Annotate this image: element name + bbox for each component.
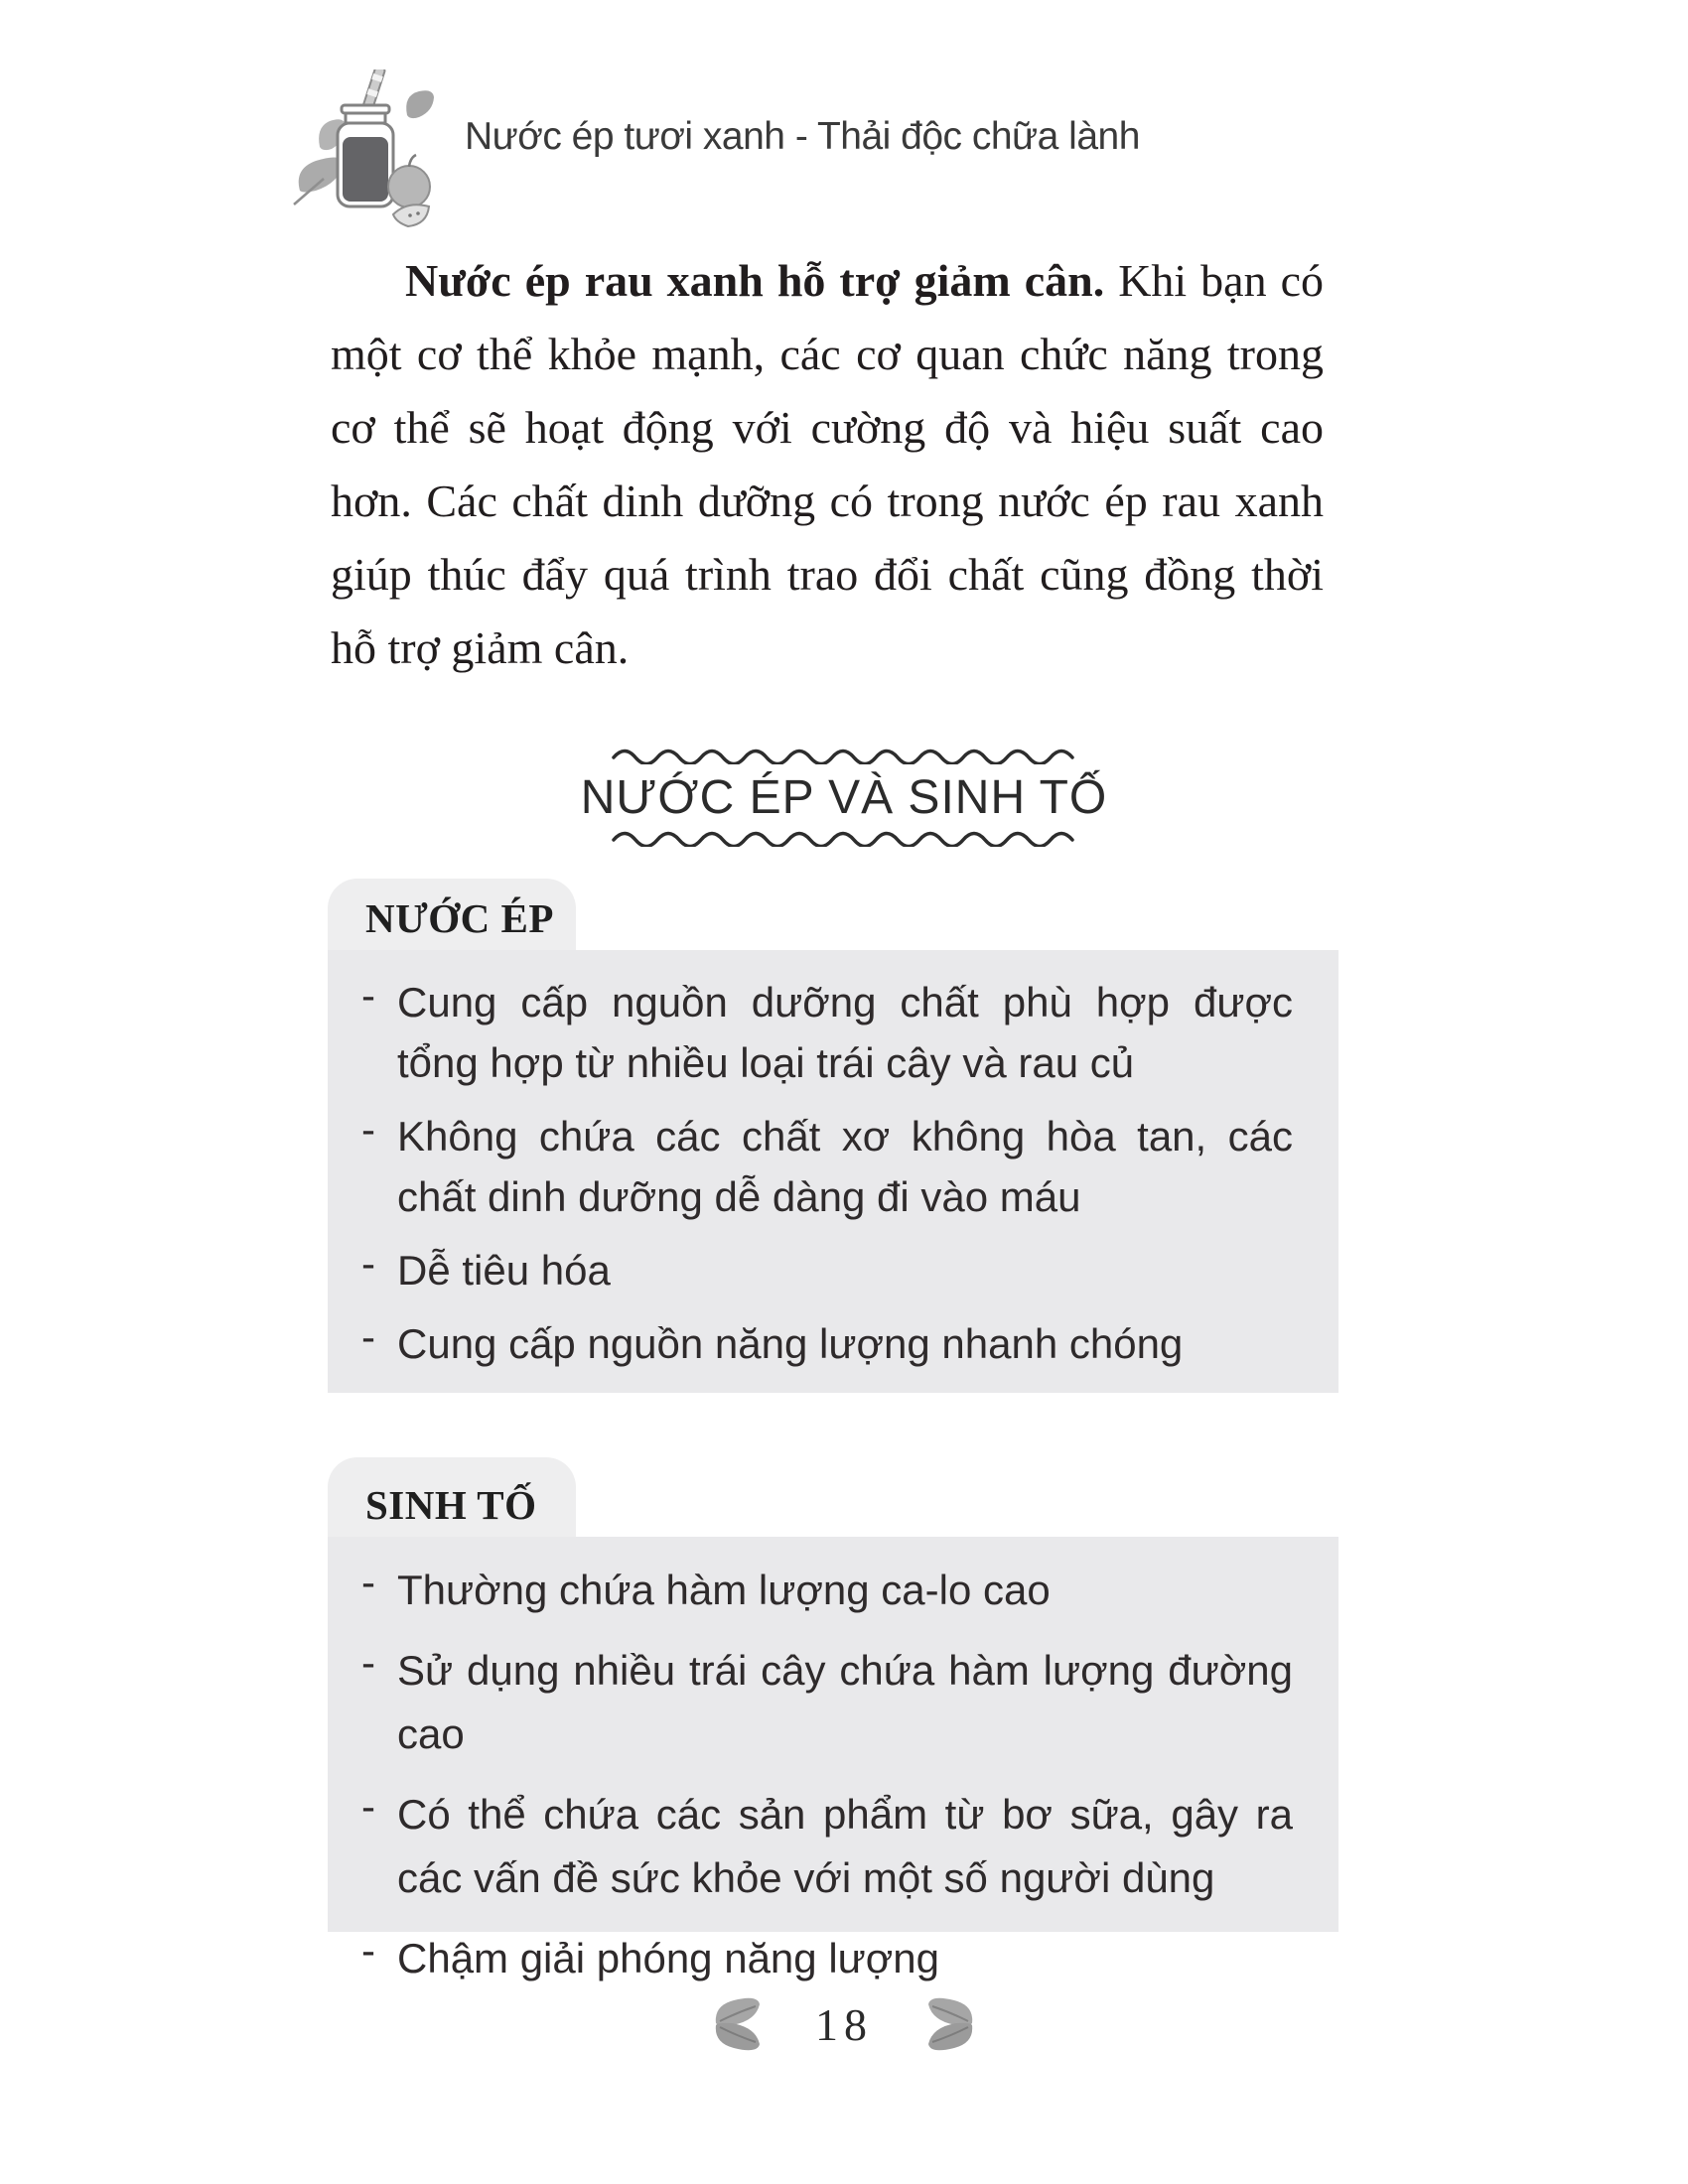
dash-marker: - [361,1927,375,1974]
dash-marker: - [361,1639,375,1686]
dash-marker: - [361,972,375,1019]
list-item [361,1106,1293,1227]
list-item [361,972,1293,1093]
leaf-pair-icon [712,1995,764,2053]
intro-paragraph [331,244,1324,685]
header-title: Nước ép tươi xanh - Thải độc chữa lành [465,115,1140,158]
list-item-text: Dễ tiêu hóa [397,1247,611,1294]
smoothie-section-tab: SINH TỐ [328,1457,576,1537]
wavy-divider-bottom-icon [611,829,1077,847]
list-item [361,1783,1293,1910]
paragraph-body: Khi bạn có một cơ thể khỏe mạnh, các cơ quan chức năng trong cơ thể sẽ hoạt động với cường độ và hiệu suất cao hơn. Các chất dinh dưỡng có trong nước ép rau xanh giúp thúc đẩy quá trình trao đổi chất cũng đồng thời hỗ trợ giảm cân. [331,255,1325,673]
list-item [361,1559,1293,1622]
list-item [361,1639,1293,1766]
dash-marker: - [361,1559,375,1605]
list-item-text: Không chứa các chất xơ không hòa tan, các chất dinh dưỡng dễ dàng đi vào máu [397,1113,1293,1220]
list-item [361,1240,1293,1300]
dash-marker: - [361,1783,375,1830]
section-heading-block [0,747,1688,847]
list-item-text: Thường chứa hàm lượng ca-lo cao [397,1567,1051,1613]
list-item [361,1927,1293,1990]
list-item-text: Chậm giải phóng năng lượng [397,1935,940,1981]
list-item-text: Có thể chứa các sản phẩm từ bơ sữa, gây ra các vấn đề sức khỏe với một số người dùng [397,1791,1293,1901]
dash-marker: - [361,1240,375,1287]
dash-marker: - [361,1106,375,1153]
leaf-pair-icon [924,1995,976,2053]
list-item-text: Cung cấp nguồn dưỡng chất phù hợp được tổng hợp từ nhiều loại trái cây và rau củ [397,979,1293,1086]
list-item-text: Sử dụng nhiều trái cây chứa hàm lượng đường cao [397,1647,1293,1757]
page-footer [0,1995,1688,2053]
section-heading: NƯỚC ÉP VÀ SINH TỐ [580,771,1108,824]
list-item [361,1313,1293,1374]
juice-section-tab: NƯỚC ÉP [328,879,576,950]
juice-jar-icon [290,69,447,246]
dash-marker: - [361,1313,375,1360]
paragraph-lead: Nước ép rau xanh hỗ trợ giảm cân. [405,255,1105,306]
wavy-divider-top-icon [611,747,1077,764]
page-number: 18 [815,1998,873,2050]
juice-section-body [328,950,1338,1393]
smoothie-section-body [328,1537,1338,1981]
list-item-text: Cung cấp nguồn năng lượng nhanh chóng [397,1320,1184,1367]
